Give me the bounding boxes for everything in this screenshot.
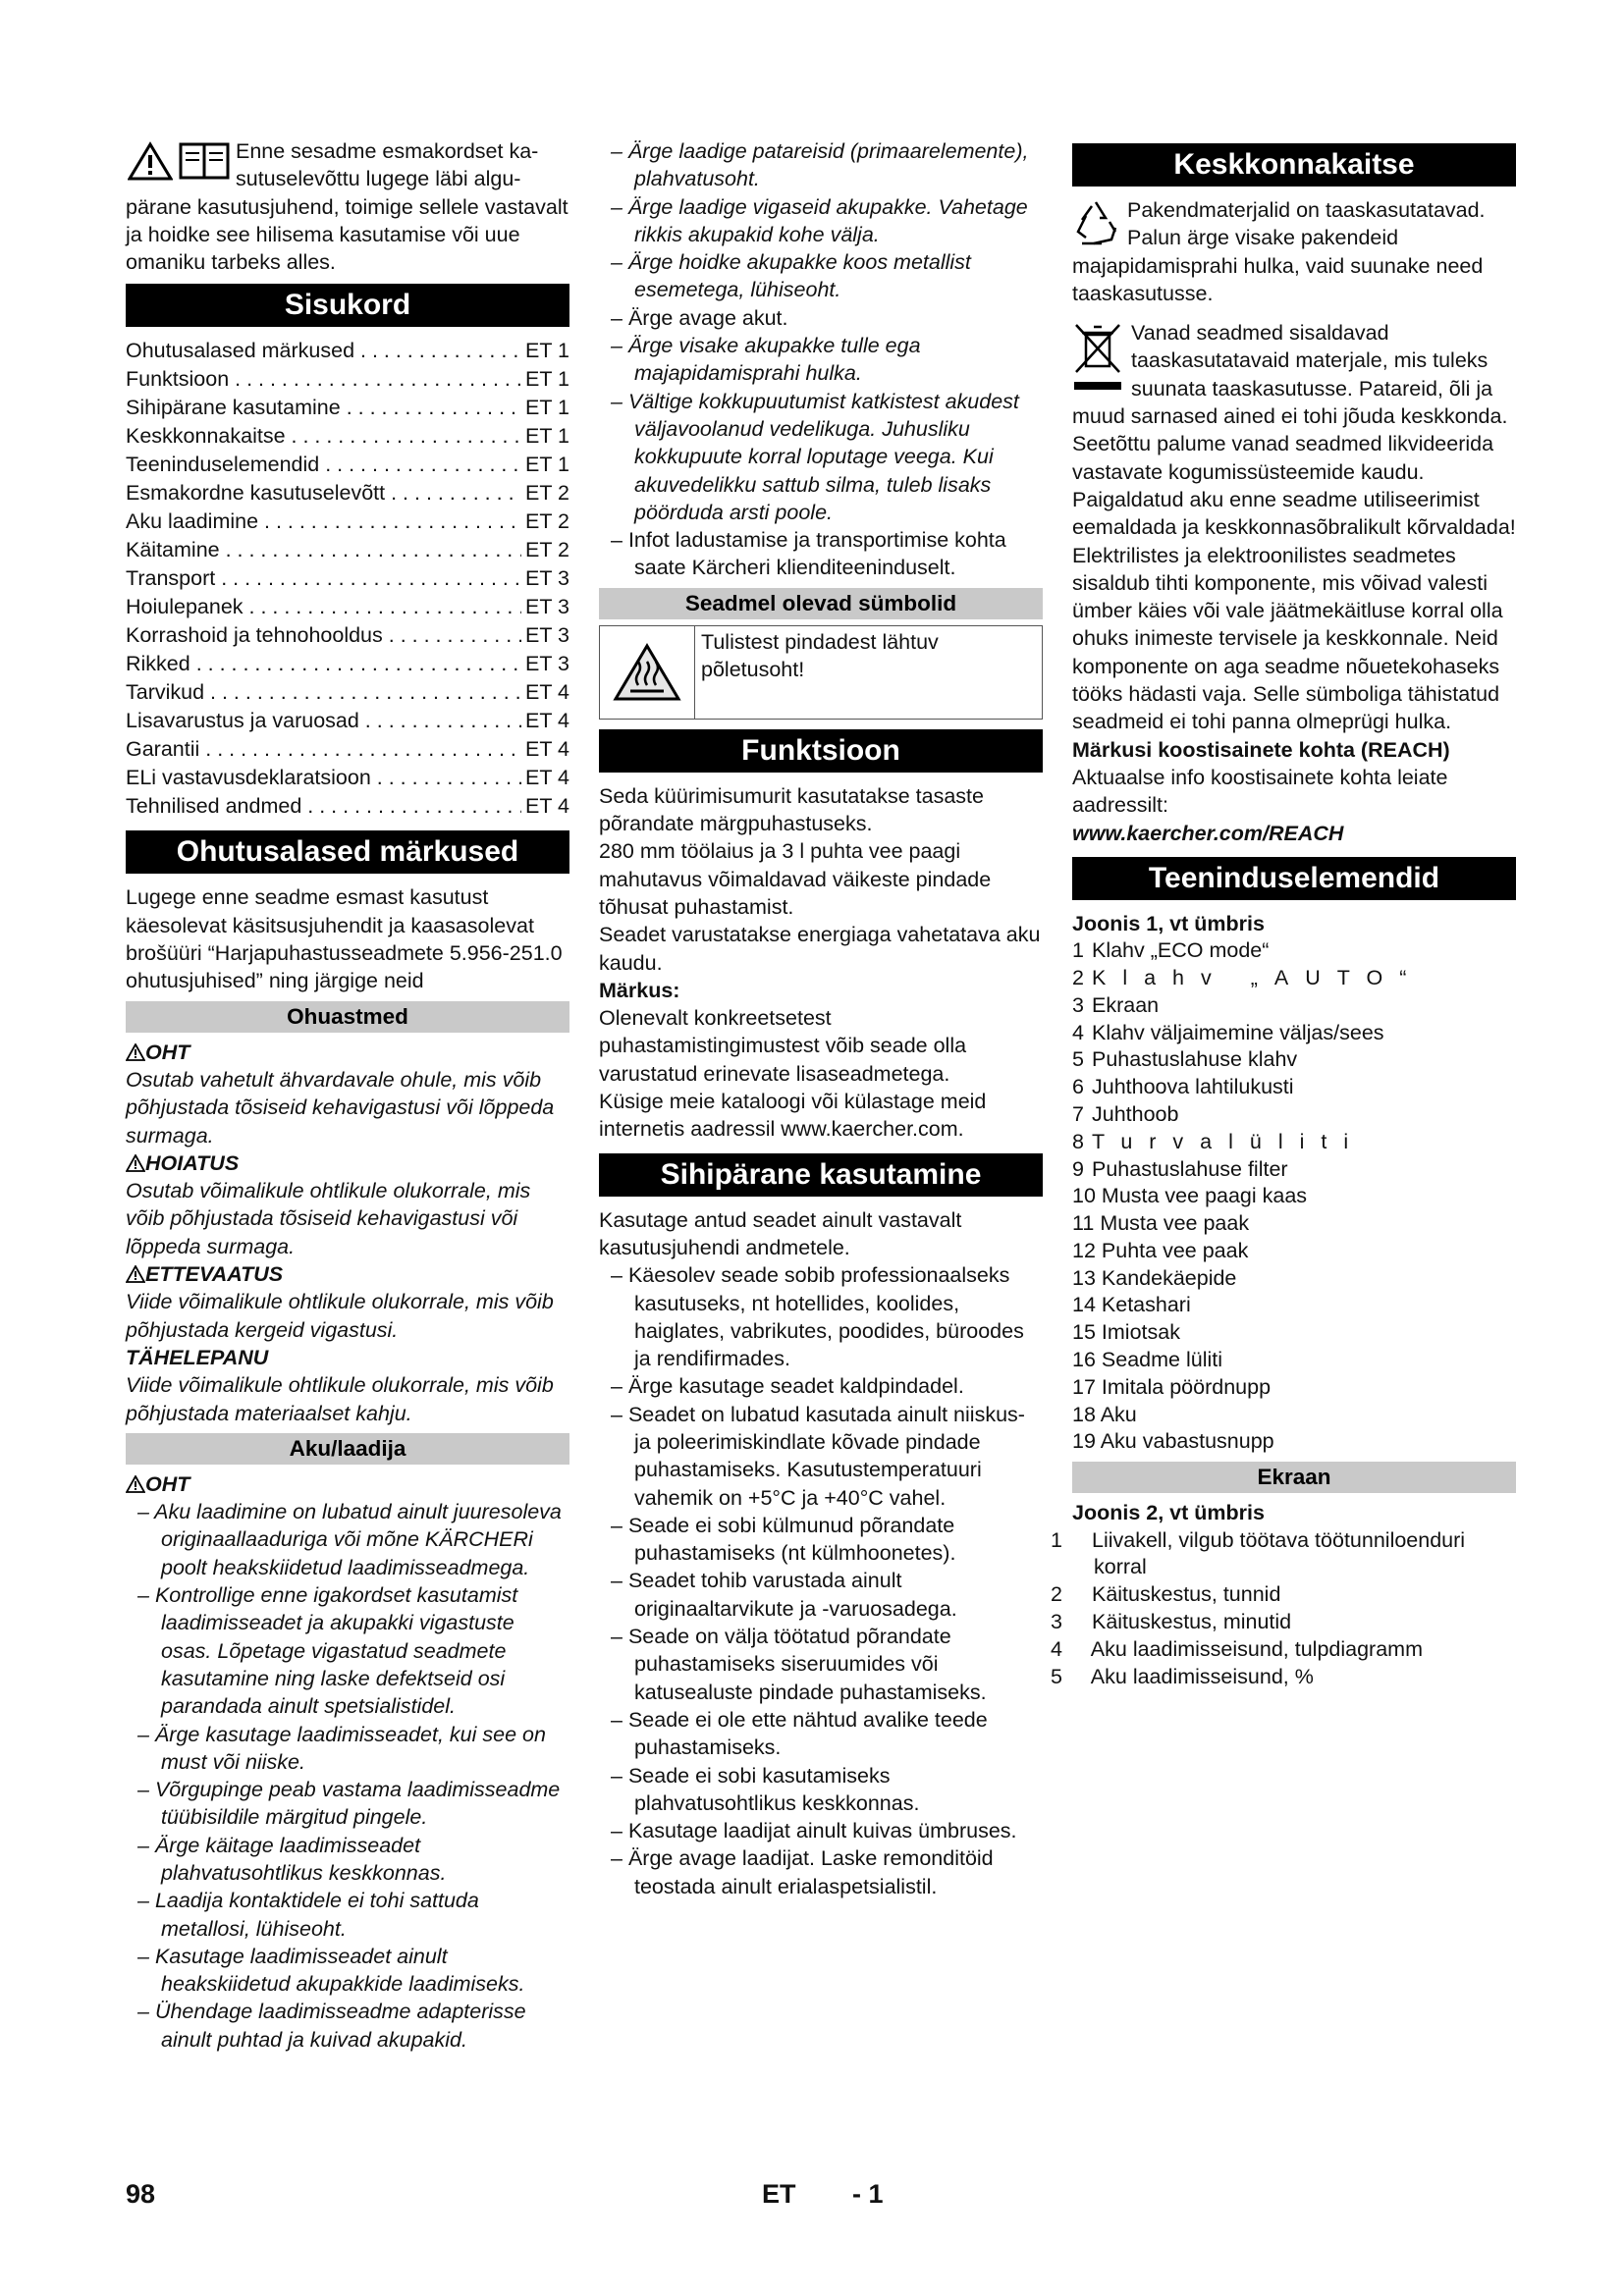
controls-list: [1072, 937, 1516, 1456]
recycling-icon: [1072, 198, 1119, 247]
control-item: [1072, 1428, 1516, 1456]
list-item: – Kasutage laadimisseadet ainult heakskiidetud akupakkide laadimiseks.: [126, 1943, 569, 1999]
intro-block: [126, 137, 569, 276]
control-label: Klahv „AUTO“: [1091, 965, 1424, 989]
display-list: [1051, 1527, 1516, 1691]
control-item: [1072, 1046, 1516, 1074]
symbol-icon-cell: [600, 626, 695, 719]
control-item: [1072, 1238, 1516, 1265]
list-item: – Vältige kokkupuutumist katkistest akudest väljavoolanud vedelikuga. Juhusliku kokkupuute korral loputage veega. Kui akuvedelikku sattub silma, tuleb lisaks pöörduda arsti poole.: [599, 388, 1043, 526]
toc-entry-page: ET 4: [524, 794, 569, 819]
toc-entry[interactable]: [126, 621, 569, 650]
warning-triangle-icon: [126, 1265, 145, 1283]
paragraph: Paigaldatud aku enne seadme utiliseerimist eemaldada ja keskkonnasõbralikult kõrvaldada!: [1072, 487, 1516, 540]
list-item: – Ärge laadige vigaseid akupakke. Vahetage rikkis akupakid kohe välja.: [599, 193, 1043, 249]
list-item: – Seade on välja töötatud põrandate puhastamiseks siseruumides või katusealuste pindade puhastamiseks.: [599, 1623, 1043, 1706]
signal-word-text: HOIATUS: [145, 1150, 240, 1175]
control-label: Klahv väljaimemine väljas/sees: [1091, 1020, 1384, 1044]
control-item: [1072, 1020, 1516, 1047]
safety-heading: Ohutusalased märkused: [126, 830, 569, 874]
display-item: [1051, 1664, 1516, 1691]
control-label: Ketashari: [1101, 1293, 1191, 1317]
control-number: 12: [1072, 1238, 1096, 1262]
control-number: 14: [1072, 1293, 1096, 1317]
intro-line-1: Enne sesadme esmakordset ka-: [236, 139, 539, 163]
display-number: 5: [1051, 1664, 1062, 1688]
list-item: – Ühendage laadimisseadme adapterisse ainult puhtad ja kuivad akupakid.: [126, 1998, 569, 2054]
control-label: Imitala pöördnupp: [1101, 1374, 1272, 1399]
list-item: – Aku laadimine on lubatud ainult juuresoleva originaallaaduriga või mõne KÄRCHERi poolt heakskiidetud laadimisseadmega.: [126, 1498, 569, 1581]
control-number: 7: [1072, 1101, 1084, 1126]
toc-entry[interactable]: [126, 479, 569, 507]
charger-heading: Aku/laadija: [126, 1433, 569, 1465]
signal-word: [126, 1149, 569, 1177]
packaging-block: [1072, 196, 1516, 307]
display-label: Liivakell, vilgub töötava töötunniloenduri korral: [1091, 1527, 1466, 1579]
safety-text: Lugege enne seadme esmast kasutust käesolevat käsitsusjuhendit ja kaasasolevat brošüüri “Harjapuhastusseadmete 5.956-251.0 ohutusjuhised” ning järgige neid: [126, 885, 563, 993]
toc-entry-title: Keskkonnakaitse . . .: [126, 422, 521, 451]
signal-word-description: Osutab vahetult ähvardavale ohule, mis võib põhjustada tõsiseid kehavigastusi või lõppeda surmaga.: [126, 1067, 555, 1148]
paragraph: Küsige meie kataloogi või külastage meid internetis aadressil www.kaercher.com.: [599, 1090, 987, 1142]
hazard-levels-heading: Ohuastmed: [126, 1001, 569, 1033]
column-2: [599, 137, 1043, 1900]
symbols-heading: Seadmel olevad sümbolid: [599, 588, 1043, 619]
control-label: Musta vee paagi kaas: [1101, 1184, 1308, 1208]
control-item: [1072, 1374, 1516, 1402]
signal-word-description: Osutab võimalikule ohtlikule olukorrale, mis võib põhjustada tõsiseid kehavigastusi või lõppeda surmaga.: [126, 1179, 531, 1258]
control-number: 9: [1072, 1156, 1084, 1181]
toc-entry-page: ET 3: [524, 595, 569, 619]
toc-entry[interactable]: [126, 564, 569, 593]
intended-use-heading: Sihipärane kasutamine: [599, 1153, 1043, 1197]
toc-entry-title: Aku laadimine . . .: [126, 507, 521, 536]
list-item: – Laadija kontaktidele ei tohi sattuda metallosi, lühiseoht.: [126, 1887, 569, 1943]
list-item: – Ärge käitage laadimisseadet plahvatusohtlikus keskkonnas.: [126, 1832, 569, 1888]
list-item: – Ärge kasutage seadet kaldpindadel.: [599, 1372, 1043, 1400]
control-item: [1072, 1074, 1516, 1101]
control-label: Kandekäepide: [1101, 1265, 1237, 1290]
hot-surface-icon: [613, 642, 681, 703]
paragraph: Olenevalt konkreetsetest puhastamistingimustest võib seade olla varustatud erinevate lisaseadmetega.: [599, 1006, 967, 1086]
paragraph: Seda küürimisumurit kasutatakse tasaste põrandate märgpuhastuseks.: [599, 783, 984, 836]
toc-entry[interactable]: [126, 593, 569, 621]
packaging-text: Pakendmaterjalid on taaskasutatavad. Palun ärge visake pakendeid majapidamisprahi hulka, vaid suunake need taaskasutusse.: [1072, 198, 1486, 305]
control-number: 1: [1072, 938, 1084, 963]
toc-entry[interactable]: [126, 792, 569, 821]
list-item: – Ärge avage akut.: [599, 304, 1043, 332]
charger-warning-word: OHT: [145, 1471, 190, 1496]
list-item: – Ärge kasutage laadimisseadet, kui see on must või niiske.: [126, 1721, 569, 1777]
control-number: 5: [1072, 1047, 1084, 1072]
signal-word-description: Viide võimalikule ohtlikule olukorrale, mis võib põhjustada materiaalset kahju.: [126, 1373, 554, 1425]
display-label: Käituskestus, tunnid: [1091, 1582, 1281, 1607]
page-reference: - 1: [852, 2179, 884, 2209]
language-code: ET: [762, 2179, 796, 2209]
warning-triangle-icon: [128, 141, 173, 181]
display-label: Aku laadimisseisund, tulpdiagramm: [1090, 1636, 1423, 1661]
environment-heading: Keskkonnakaitse: [1072, 143, 1516, 187]
control-label: Imiotsak: [1101, 1320, 1180, 1345]
control-number: 8: [1072, 1129, 1084, 1153]
manual-book-icon: [179, 141, 230, 181]
control-number: 13: [1072, 1265, 1096, 1290]
intro-text: pärane kasutusjuhend, toimige sellele vastavalt ja hoidke see hilisema kasutamise või uue omaniku tarbeks alles.: [126, 194, 568, 275]
display-number: 4: [1051, 1636, 1062, 1661]
signal-word-text: ETTEVAATUS: [145, 1262, 284, 1287]
control-item: [1072, 1129, 1516, 1156]
display-number: 1: [1051, 1527, 1062, 1552]
note-paragraphs: [599, 1004, 1043, 1143]
toc-entry-title: Garantii . . .: [126, 735, 521, 764]
toc-entry-page: ET 2: [524, 538, 569, 562]
control-item: [1072, 1265, 1516, 1293]
toc-entry-page: ET 4: [524, 709, 569, 733]
charger-warning: [126, 1470, 569, 1498]
list-item: – Seade ei ole ette nähtud avalike teede puhastamiseks.: [599, 1706, 1043, 1762]
toc-entry-page: ET 1: [524, 453, 569, 477]
control-number: 17: [1072, 1374, 1096, 1399]
toc-entry-title: Teeninduselemendid . . .: [126, 451, 521, 479]
list-item: – Ärge avage laadijat. Laske remonditöid teostada ainult erialaspetsialistil.: [599, 1844, 1043, 1900]
control-label: Seadme lüliti: [1101, 1348, 1222, 1372]
figure-2-label: Joonis 2, vt ümbris: [1072, 1501, 1265, 1525]
toc-entry[interactable]: [126, 536, 569, 564]
control-number: 4: [1072, 1020, 1084, 1044]
weee-block: [1072, 319, 1516, 486]
display-number: 3: [1051, 1609, 1062, 1633]
toc-entry-page: ET 4: [524, 680, 569, 705]
control-label: Klahv „ECO mode“: [1091, 938, 1270, 963]
control-number: 11: [1072, 1211, 1095, 1236]
control-number: 15: [1072, 1320, 1096, 1345]
toc-entry-title: ELi vastavusdeklaratsioon . . .: [126, 764, 521, 792]
list-item: – Ärge hoidke akupakke koos metallist esemetega, lühiseoht.: [599, 248, 1043, 304]
signal-word: [126, 1260, 569, 1288]
control-label: Turvalüliti: [1091, 1129, 1366, 1153]
list-item: – Seadet tohib varustada ainult originaaltarvikute ja -varuosadega.: [599, 1567, 1043, 1623]
warning-triangle-icon: [126, 1043, 145, 1061]
control-label: Puhastuslahuse filter: [1091, 1156, 1288, 1181]
control-label: Aku vabastusnupp: [1100, 1429, 1274, 1454]
control-label: Puhta vee paak: [1101, 1238, 1249, 1262]
control-item: [1072, 1319, 1516, 1347]
toc-entry[interactable]: [126, 337, 569, 365]
control-label: Musta vee paak: [1100, 1211, 1250, 1236]
list-item: – Kasutage laadijat ainult kuivas ümbruses.: [599, 1817, 1043, 1844]
list-item: – Seadet on lubatud kasutada ainult niiskus- ja poleerimiskindlate kõvade pindade puhastamiseks. Kasutustemperatuuri vahemik on +5°C ja +40°C vahel.: [599, 1401, 1043, 1512]
toc-entry-page: ET 1: [524, 424, 569, 449]
signal-word: [126, 1344, 569, 1371]
toc-entry[interactable]: [126, 678, 569, 707]
control-item: [1072, 1101, 1516, 1129]
warning-triangle-icon: [126, 1154, 145, 1172]
display-item: [1051, 1527, 1516, 1582]
control-number: 19: [1072, 1429, 1096, 1454]
display-heading: Ekraan: [1072, 1462, 1516, 1493]
toc-entry-title: Transport . . .: [126, 564, 521, 593]
toc-entry-title: Funktsioon . . .: [126, 365, 521, 394]
reach-link[interactable]: www.kaercher.com/REACH: [1072, 821, 1344, 845]
toc-entry-page: ET 2: [524, 481, 569, 506]
toc-entry-title: Korrashoid ja tehnohooldus . . .: [126, 621, 521, 650]
list-item: – Seade ei sobi külmunud põrandate puhastamiseks (nt külmhoonetes).: [599, 1512, 1043, 1568]
toc-entry[interactable]: [126, 422, 569, 451]
battery-list: [599, 137, 1043, 582]
charger-list: [126, 1498, 569, 2054]
hazard-levels: [126, 1039, 569, 1427]
control-label: Aku: [1100, 1402, 1137, 1426]
toc-entry-title: Sihipärane kasutamine . . .: [126, 394, 521, 422]
toc-entry-title: Lisavarustus ja varuosad . . .: [126, 707, 521, 735]
control-number: 6: [1072, 1075, 1084, 1099]
column-3: [1051, 137, 1516, 1690]
figure-1-label: Joonis 1, vt ümbris: [1072, 911, 1265, 935]
control-item: [1072, 965, 1516, 992]
list-item: – Võrgupinge peab vastama laadimisseadme tüübisildile märgitud pingele.: [126, 1776, 569, 1832]
list-item: – Infot ladustamise ja transportimise kohta saate Kärcheri klienditeeninduselt.: [599, 526, 1043, 582]
control-item: [1072, 937, 1516, 965]
control-item: [1072, 1183, 1516, 1210]
note-label: Märkus:: [599, 978, 680, 1002]
reach-label: Märkusi koostisainete kohta (REACH): [1072, 737, 1450, 762]
list-item: – Ärge visake akupakke tulle ega majapidamisprahi hulka.: [599, 332, 1043, 388]
symbol-box: [599, 625, 1043, 720]
display-label: Aku laadimisseisund, %: [1090, 1664, 1314, 1688]
display-item: [1051, 1636, 1516, 1664]
toc-entry[interactable]: [126, 764, 569, 792]
list-item: – Seade ei sobi kasutamiseks plahvatusohtlikus keskkonnas.: [599, 1762, 1043, 1818]
toc-entry-title: Tarvikud . . .: [126, 678, 521, 707]
toc-entry[interactable]: [126, 707, 569, 735]
control-number: 10: [1072, 1184, 1096, 1208]
intro-line-2: sutuselevõttu lugege läbi algu-: [236, 167, 521, 191]
toc-entry-page: ET 3: [524, 652, 569, 676]
crossed-bin-icon: [1072, 321, 1123, 394]
list-item: – Kontrollige enne igakordset kasutamist laadimisseadet ja akupakki vigastuste osas. Lõpetage vigastatud seadmete kasutamine ning laske defektseid osi parandada ainult spetsialistidel.: [126, 1581, 569, 1720]
control-item: [1072, 992, 1516, 1020]
control-number: 18: [1072, 1402, 1096, 1426]
toc-entry[interactable]: [126, 650, 569, 678]
signal-word-text: OHT: [145, 1040, 190, 1064]
signal-word: [126, 1039, 569, 1066]
paragraph: Seadet varustatakse energiaga vahetatava aku kaudu.: [599, 923, 1041, 975]
paragraph: 280 mm töölaius ja 3 l puhta vee paagi mahutavus võimaldavad väikeste pindade tõhusat puhastamist.: [599, 839, 992, 919]
intended-use-list: [599, 1261, 1043, 1900]
weee-text: Vanad seadmed sisaldavad taaskasutatavaid materjale, mis tuleks suunata taaskasutusse. Patareid, õli ja muud sarnased ained ei tohi jõuda keskkonda. Seetõttu palume vanad seadmed likvideerida vastavate kogumissüsteemide kaudu.: [1072, 321, 1508, 484]
toc-entry[interactable]: [126, 735, 569, 764]
intended-use-intro: Kasutage antud seadet ainult vastavalt kasutusjuhendi andmetele.: [599, 1207, 962, 1259]
toc-entry-title: Esmakordne kasutuselevõtt . . .: [126, 479, 521, 507]
toc-entry-title: Tehnilised andmed . . .: [126, 792, 521, 821]
warning-triangle-icon: [126, 1475, 145, 1493]
list-item: – Käesolev seade sobib professionaalseks kasutuseks, nt hotellides, koolides, haiglates, vabrikutes, poodides, büroodes ja rendifirmades.: [599, 1261, 1043, 1372]
toc-entry[interactable]: [126, 451, 569, 479]
toc-entry-page: ET 3: [524, 623, 569, 648]
intro-icons: [128, 141, 230, 181]
toc-entry[interactable]: [126, 394, 569, 422]
control-item: [1072, 1210, 1516, 1238]
control-item: [1072, 1347, 1516, 1374]
control-label: Puhastuslahuse klahv: [1091, 1047, 1298, 1072]
control-label: Ekraan: [1091, 992, 1160, 1017]
toc-entry-title: Käitamine . . .: [126, 536, 521, 564]
toc-entry-page: ET 4: [524, 737, 569, 762]
control-item: [1072, 1402, 1516, 1429]
toc-entry-title: Hoiulepanek . . .: [126, 593, 521, 621]
display-item: [1051, 1609, 1516, 1636]
reach-text: Aktuaalse info koostisainete kohta leiate aadressilt:: [1072, 765, 1448, 818]
control-number: 2: [1072, 965, 1084, 989]
toc-entry-page: ET 1: [524, 367, 569, 392]
control-label: Juhthoob: [1091, 1101, 1179, 1126]
toc-list: [126, 337, 569, 821]
environment-paragraphs: [1072, 486, 1516, 736]
control-item: [1072, 1156, 1516, 1184]
display-item: [1051, 1581, 1516, 1609]
toc-entry-page: ET 1: [524, 396, 569, 420]
control-number: 16: [1072, 1348, 1096, 1372]
display-label: Käituskestus, minutid: [1091, 1609, 1292, 1633]
symbol-text: Tulistest pindadest lähtuv põletusoht!: [701, 629, 939, 681]
control-item: [1072, 1292, 1516, 1319]
paragraph: Elektrilistes ja elektroonilistes seadmetes sisaldub tihti komponente, mis võivad valesti ümber käies või vale jäätmekäitluse korral olla ohuks inimeste tervisele ja keskkonnale. Neid komponente on aga seadme nõuetekohaseks tööks hädasti vaja. Selle sümboliga tähistatud seadmeid ei tohi panna olmeprügi hulka.: [1072, 543, 1503, 734]
toc-entry[interactable]: [126, 507, 569, 536]
control-label: Juhthoova lahtilukusti: [1091, 1075, 1294, 1099]
page-number: 98: [126, 2179, 156, 2209]
toc-entry-page: ET 4: [524, 766, 569, 790]
signal-word-description: Viide võimalikule ohtlikule olukorrale, mis võib põhjustada kergeid vigastusi.: [126, 1290, 554, 1342]
function-paragraphs: [599, 782, 1043, 977]
control-number: 3: [1072, 992, 1084, 1017]
toc-heading: Sisukord: [126, 284, 569, 327]
toc-entry-page: ET 3: [524, 566, 569, 591]
toc-entry-title: Rikked . . .: [126, 650, 521, 678]
list-item: – Ärge laadige patareisid (primaarelemente), plahvatusoht.: [599, 137, 1043, 193]
display-number: 2: [1051, 1582, 1062, 1607]
column-1: [126, 137, 569, 2054]
signal-word-text: TÄHELEPANU: [126, 1345, 269, 1369]
function-heading: Funktsioon: [599, 729, 1043, 773]
toc-entry-page: ET 2: [524, 509, 569, 534]
toc-entry[interactable]: [126, 365, 569, 394]
toc-entry-page: ET 1: [524, 339, 569, 363]
controls-heading: Teeninduselemendid: [1072, 857, 1516, 900]
toc-entry-title: Ohutusalased märkused . . .: [126, 337, 521, 365]
